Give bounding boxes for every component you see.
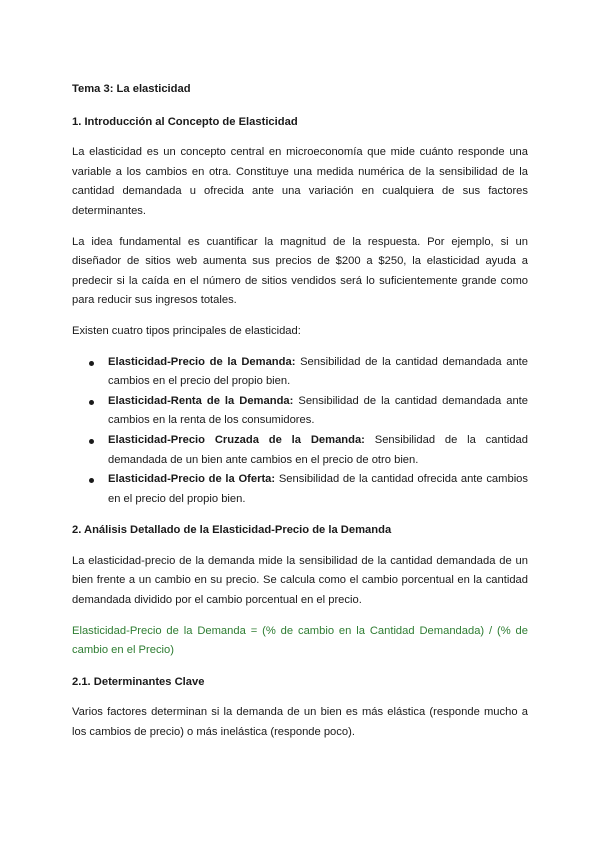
section-1-heading: 1. Introducción al Concepto de Elasticidad [72, 115, 298, 128]
list-item-term: Elasticidad-Precio de la Demanda: [108, 355, 296, 368]
section-2-1-heading: 2.1. Determinantes Clave [72, 675, 205, 688]
list-item [72, 353, 528, 392]
section-1-paragraph-3: Existen cuatro tipos principales de elasticidad: [72, 324, 301, 337]
section-2-paragraph-1: La elasticidad-precio de la demanda mide la sensibilidad de la cantidad demandada de un bien frente a un cambio en su precio. Se calcula como el cambio porcentual en la cantidad demandada dividido por el cambio porcentual en el precio. [72, 554, 528, 607]
list-item-text: Sensibilidad de la cantidad ofrecida ante cambios en el precio del propio bien. [108, 473, 528, 505]
elasticity-types-list [72, 353, 528, 510]
section-1-paragraph-1: La elasticidad es un concepto central en microeconomía que mide cuánto responde una variable a los cambios en otra. Constituye una medida numérica de la sensibilidad de la cantidad demandada u ofrecida ante una variación en cualquiera de sus factores determinantes. [72, 146, 528, 217]
list-item-text: Sensibilidad de la cantidad demandada de un bien ante cambios en el precio de otro bien. [108, 433, 528, 466]
list-item-text: Sensibilidad de la cantidad demandada ante cambios en el precio del propio bien. [108, 355, 529, 388]
list-item-term: Elasticidad-Precio Cruzada de la Demanda: [108, 433, 365, 446]
bullet-icon [89, 361, 94, 366]
list-item-term: Elasticidad-Renta de la Demanda: [108, 394, 294, 407]
bullet-icon [89, 439, 94, 444]
elasticity-formula: Elasticidad-Precio de la Demanda = (% de cambio en la Cantidad Demandada) / (% de cambio en el Precio) [72, 624, 528, 657]
list-item [72, 431, 528, 470]
bullet-icon [89, 400, 94, 405]
list-item-text: Sensibilidad de la cantidad demandada ante cambios en la renta de los consumidores. [108, 394, 528, 427]
document-title: Tema 3: La elasticidad [72, 83, 191, 95]
bullet-icon [89, 478, 94, 483]
section-1-paragraph-2: La idea fundamental es cuantificar la magnitud de la respuesta. Por ejemplo, si un diseñador de sitios web aumenta sus precios de $200 a $250, la elasticidad ayuda a predecir si la caída en el número de sitios vendidos será lo suficientemente grande como para reducir sus ingresos totales. [72, 235, 528, 307]
document-page [72, 80, 528, 754]
list-item-term: Elasticidad-Precio de la Oferta: [108, 473, 276, 486]
section-2-heading: 2. Análisis Detallado de la Elasticidad-Precio de la Demanda [72, 524, 392, 537]
list-item [72, 392, 528, 431]
section-2-1-paragraph-1: Varios factores determinan si la demanda de un bien es más elástica (responde mucho a los cambios de precio) o más inelástica (responde poco). [72, 706, 528, 739]
list-item [72, 470, 528, 509]
